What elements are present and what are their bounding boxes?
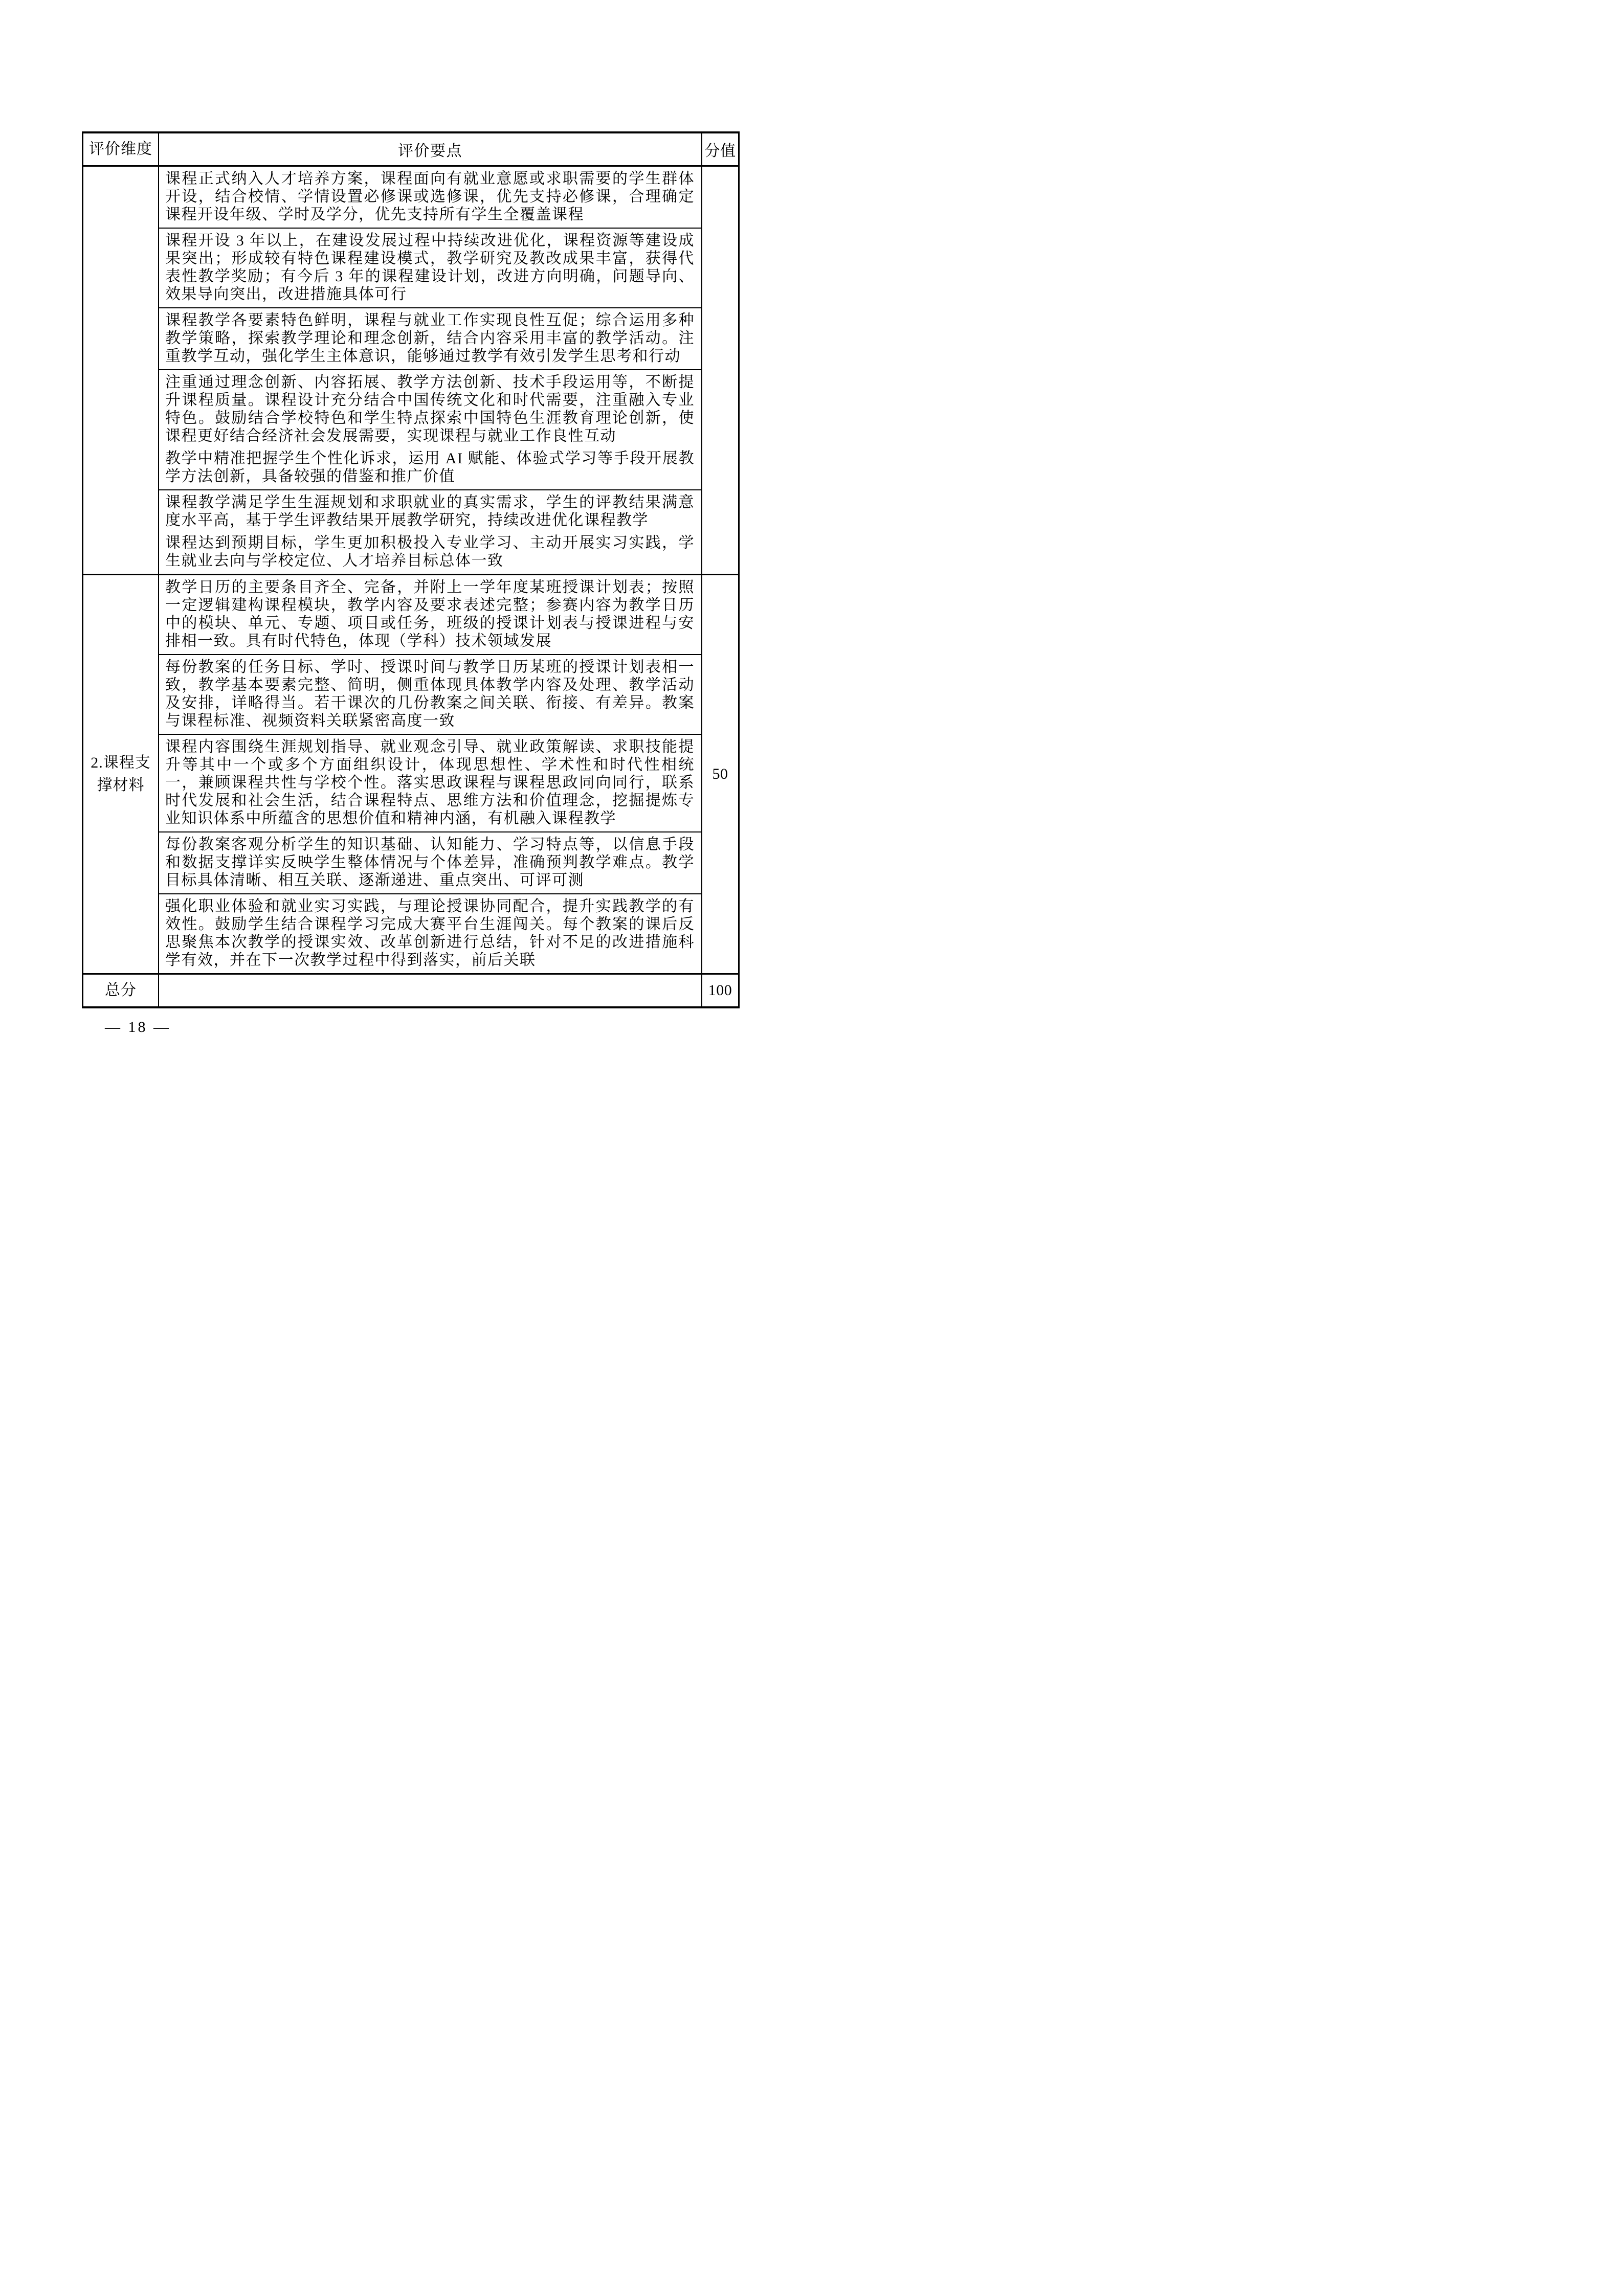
col-header-score: 分值 bbox=[704, 143, 736, 160]
page-number: — 18 — bbox=[105, 1019, 171, 1036]
total-score: 100 bbox=[708, 982, 732, 999]
section-2-score: 50 bbox=[712, 766, 728, 782]
section-1-score bbox=[702, 167, 738, 574]
total-row bbox=[83, 973, 738, 1006]
criteria-cell bbox=[159, 167, 701, 228]
criteria-cell bbox=[159, 489, 701, 574]
col-header-points: 评价要点 bbox=[158, 133, 702, 165]
criteria-paragraph: 每份教案的任务目标、学时、授课时间与教学日历某班的授课计划表相一致，教学基本要素完整、简明，侧重体现具体教学内容及处理、教学活动及安排，详略得当。若干课次的几份教案之间关联、衔接、有差异。教案与课程标准、视频资料关联紧密高度一致 bbox=[165, 659, 695, 729]
criteria-paragraph: 教学中精准把握学生个性化诉求，运用 AI 赋能、体验式学习等手段开展教学方法创新，具备较强的借鉴和推广价值 bbox=[165, 450, 695, 485]
section-1-criteria bbox=[158, 167, 702, 574]
criteria-paragraph: 强化职业体验和就业实习实践，与理论授课协同配合，提升实践教学的有效性。鼓励学生结合课程学习完成大赛平台生涯闯关。每个教案的课后反思聚焦本次教学的授课实效、改革创新进行总结，针对不足的改进措施科学有效，并在下一次教学过程中得到落实，前后关联 bbox=[165, 898, 695, 969]
criteria-cell bbox=[159, 734, 701, 831]
table-header-row bbox=[83, 133, 738, 165]
criteria-cell bbox=[159, 893, 701, 973]
section-2-dimension-label: 2.课程支撑材料 bbox=[91, 754, 151, 794]
criteria-paragraph: 课程开设 3 年以上，在建设发展过程中持续改进优化，课程资源等建设成果突出；形成较有特色课程建设模式，教学研究及教改成果丰富，获得代表性教学奖励；有今后 3 年的课程建设计划，改进方向明确，问题导向、效果导向突出，改进措施具体可行 bbox=[165, 232, 695, 303]
criteria-cell bbox=[159, 369, 701, 489]
total-empty-cell bbox=[158, 975, 702, 1006]
section-2-criteria bbox=[158, 575, 702, 973]
criteria-paragraph: 课程教学满足学生生涯规划和求职就业的真实需求，学生的评教结果满意度水平高，基于学生评教结果开展教学研究，持续改进优化课程教学 bbox=[165, 494, 695, 529]
criteria-cell bbox=[159, 575, 701, 654]
criteria-cell bbox=[159, 307, 701, 369]
section-1-dimension-label bbox=[83, 167, 158, 574]
document-page bbox=[0, 0, 812, 1148]
criteria-paragraph: 课程达到预期目标，学生更加积极投入专业学习、主动开展实习实践，学生就业去向与学校定位、人才培养目标总体一致 bbox=[165, 534, 695, 569]
criteria-cell bbox=[159, 831, 701, 893]
criteria-cell bbox=[159, 654, 701, 734]
col-header-dimension: 评价维度 bbox=[89, 141, 152, 157]
total-label: 总分 bbox=[105, 982, 137, 999]
criteria-cell bbox=[159, 228, 701, 307]
criteria-paragraph: 每份教案客观分析学生的知识基础、认知能力、学习特点等，以信息手段和数据支撑详实反映学生整体情况与个体差异，准确预判教学难点。教学目标具体清晰、相互关联、逐渐递进、重点突出、可评可测 bbox=[165, 836, 695, 889]
criteria-paragraph: 课程教学各要素特色鲜明，课程与就业工作实现良性互促；综合运用多种教学策略，探索教学理论和理念创新，结合内容采用丰富的教学活动。注重教学互动，强化学生主体意识，能够通过教学有效引发学生思考和行动 bbox=[165, 312, 695, 365]
criteria-paragraph: 课程内容围绕生涯规划指导、就业观念引导、就业政策解读、求职技能提升等其中一个或多个方面组织设计，体现思想性、学术性和时代性相统一，兼顾课程共性与学校个性。落实思政课程与课程思政同向同行，联系时代发展和社会生活，结合课程特点、思维方法和价值理念，挖掘提炼专业知识体系中所蕴含的思想价值和精神内涵，有机融入课程教学 bbox=[165, 738, 695, 827]
criteria-paragraph: 注重通过理念创新、内容拓展、教学方法创新、技术手段运用等，不断提升课程质量。课程设计充分结合中国传统文化和时代需要，注重融入专业特色。鼓励结合学校特色和学生特点探索中国特色生涯教育理论创新，使课程更好结合经济社会发展需要，实现课程与就业工作良性互动 bbox=[165, 374, 695, 444]
table-section-1 bbox=[83, 165, 738, 574]
criteria-paragraph: 教学日历的主要条目齐全、完备，并附上一学年度某班授课计划表；按照一定逻辑建构课程模块，教学内容及要求表述完整；参赛内容为教学日历中的模块、单元、专题、项目或任务，班级的授课计划表与授课进程与安排相一致。具有时代特色，体现（学科）技术领域发展 bbox=[165, 579, 695, 649]
evaluation-table bbox=[82, 131, 740, 1008]
table-section-2 bbox=[83, 574, 738, 973]
criteria-paragraph: 课程正式纳入人才培养方案，课程面向有就业意愿或求职需要的学生群体开设，结合校情、学情设置必修课或选修课，优先支持必修课，合理确定课程开设年级、学时及学分，优先支持所有学生全覆盖课程 bbox=[165, 170, 695, 223]
